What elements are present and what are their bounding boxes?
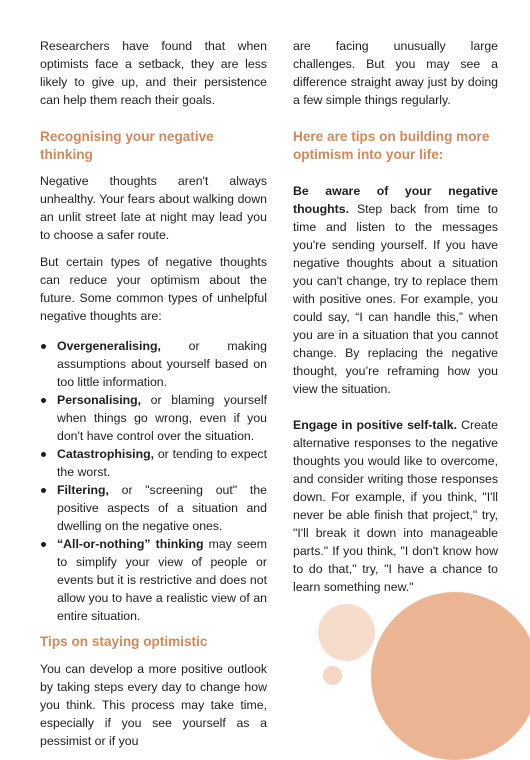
tip-term: Engage in positive self-talk. [293,418,457,432]
tip-text: Step back from time to time and listen to the messages you're sending yourself. If you have negative thoughts about a situation you can't change, try to replace them with positive ones. For example, you could say, “I can handle this,” when you are in a situation that you cannot change. By replacing the negative thought, you’re reframing how you view the situation. [293,202,498,396]
heading-tips-building-optimism: Here are tips on building more optimism into your life: [293,129,490,162]
list-item [40,337,267,391]
list-item-term: Personalising, [57,393,142,407]
tip-negative-thoughts [293,182,498,398]
list-item-text: may seem to simplify your view of people or events but it is restrictive and does not allow you to have a realistic view of an entire situation. [57,537,267,623]
list-item-term: Filtering, [57,483,109,497]
list-item [40,445,267,481]
right-column [293,0,498,596]
list-item-text: or tending to expect the worst. [57,447,267,479]
list-item-term: Overgeneralising, [57,339,161,353]
negative-paragraph-1: Negative thoughts aren't always unhealthy. Your fears about walking down an unlit street late at night may lead you to choose a safer route. [40,174,267,242]
continuation-paragraph: are facing unusually large challenges. But you may see a difference straight away just by doing a few simple things regularly. [293,39,498,107]
intro-paragraph: Researchers have found that when optimists face a setback, they are less likely to give up, and their persistence can help them reach their goals. [40,39,267,107]
decorative-circle-large [371,592,530,760]
heading-tips-staying-optimistic: Tips on staying optimistic [40,634,208,649]
left-column [40,0,267,750]
negative-paragraph-2: But certain types of negative thoughts can reduce your optimism about the future. Some common types of unhelpful negative thoughts are: [40,255,267,323]
tips-paragraph: You can develop a more positive outlook by taking steps every day to change how you think. This process may take time, especially if you see yourself as a pessimist or if you [40,662,267,748]
heading-negative-thinking: Recognising your negative thinking [40,129,214,162]
decorative-circle-small [323,666,342,685]
tip-text: Create alternative responses to the negative thoughts you would like to overcome, and consider writing those responses down. For example, if you think, "I'll never be able finish that project," try, "I'll break it down into manageable parts." If you think, "I don't know how to do that," try, "I have a chance to learn something new." [293,418,499,594]
negative-thought-types-list [40,337,267,625]
list-item-text: or "screening out" the positive aspects of a situation and dwelling on the negative ones. [57,483,267,533]
tip-term: Be aware of your negative thoughts. [293,184,498,216]
list-item-term: “All-or-nothing” thinking [57,537,204,551]
list-item-text: or making assumptions about yourself based on too little information. [57,339,267,389]
list-item [40,391,267,445]
list-item [40,481,267,535]
list-item-term: Catastrophising, [57,447,155,461]
tip-positive-self-talk [293,416,498,596]
list-item-text: or blaming yourself when things go wrong, even if you don't have control over the situation. [57,393,267,443]
decorative-circle-medium [318,604,375,661]
list-item [40,535,267,625]
